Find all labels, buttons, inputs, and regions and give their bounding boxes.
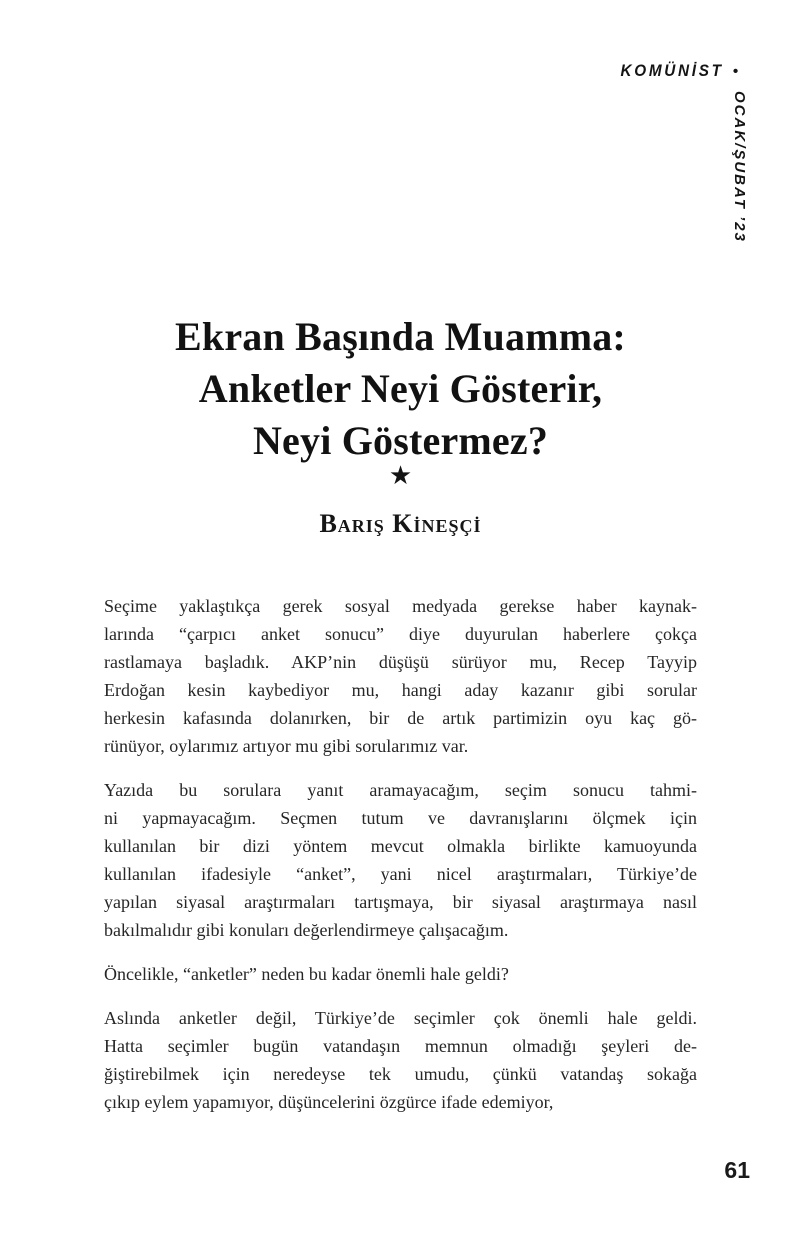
title-line: Ekran Başında Muamma: [175,314,626,359]
body-line: ni yapmayacağım. Seçmen tutum ve davranışlarını ölçmek için [104,808,697,828]
body-line: herkesin kafasında dolanırken, bir de artık partimizin oyu kaç gö- [104,708,697,728]
paragraph [104,776,697,944]
body-line: kullanılan bir dizi yöntem mevcut olmakla birlikte kamuoyunda [104,836,697,856]
page-number: 61 [724,1157,750,1183]
body-line: Öncelikle, “anketler” neden bu kadar önemli hale geldi? [104,964,509,984]
paragraph [104,592,697,760]
magazine-masthead [609,61,738,81]
star-divider-icon: ★ [388,461,413,490]
body-line: kullanılan ifadesiyle “anket”, yani nicel araştırmaları, Türkiye’de [104,864,697,884]
title-line: Neyi Göstermez? [252,418,549,463]
body-line: bakılmalıdır gibi konuları değerlendirmeye çalışacağım. [104,920,509,940]
article-body [104,592,697,1116]
body-line: Aslında anketler değil, Türkiye’de seçimler çok önemli hale geldi. [104,1008,697,1028]
body-line: Yazıda bu sorulara yanıt aramayacağım, seçim sonucu tahmi- [104,780,697,800]
paragraph [104,1004,697,1116]
body-line: çıkıp eylem yapamıyor, düşüncelerini özgürce ifade edemiyor, [104,1092,554,1112]
body-line: Hatta seçimler bugün vatandaşın memnun olmadığı şeyleri de- [104,1036,697,1056]
paragraph [104,960,697,988]
author-name: Barış Kineşçi [319,509,482,538]
body-line: Erdoğan kesin kaybediyor mu, hangi aday kazanır gibi sorular [104,680,697,700]
body-line: larında “çarpıcı anket sonucu” diye duyurulan haberlere çokça [104,624,697,644]
magazine-title: KOMÜNİST [620,61,724,80]
body-line: yapılan siyasal araştırmaları tartışmaya, bir siyasal araştırmaya nasıl [104,892,697,912]
body-line: rastlamaya başladık. AKP’nin düşüşü sürüyor mu, Recep Tayyip [104,652,697,672]
title-line: Anketler Neyi Gösterir, [198,366,603,411]
issue-date-vertical: OCAK/ŞUBAT ’23 [731,91,748,243]
body-line: rünüyor, oylarımız artıyor mu gibi sorularımız var. [104,736,469,756]
article-title [104,311,697,467]
body-line: Seçime yaklaştıkça gerek sosyal medyada gerekse haber kaynak- [104,596,697,616]
body-line: ğiştirebilmek için neredeyse tek umudu, çünkü vatandaş sokağa [104,1064,697,1084]
masthead-bullet-icon: • [732,62,738,80]
